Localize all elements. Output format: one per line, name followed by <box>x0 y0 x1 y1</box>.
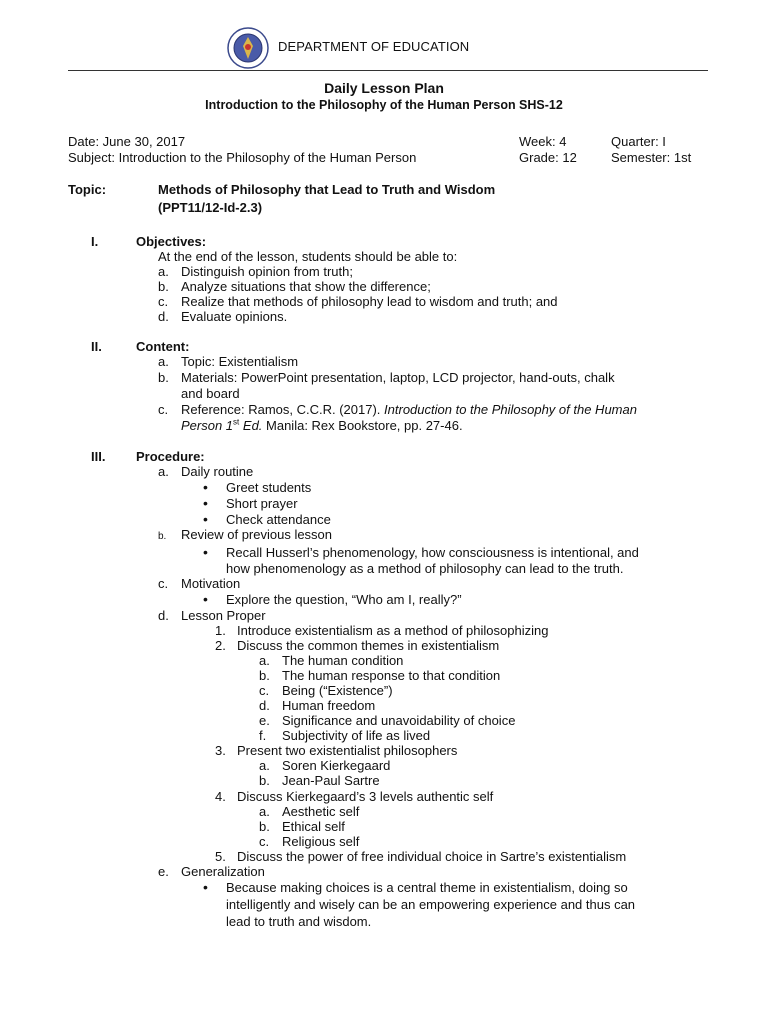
content-heading: Content: <box>136 339 190 354</box>
theme-item: Human freedom <box>282 698 376 713</box>
level-item: Ethical self <box>282 819 345 834</box>
objectives-intro: At the end of the lesson, students should be able to: <box>158 249 458 264</box>
content-materials-cont: and board <box>181 386 240 401</box>
bullet-icon: • <box>203 479 208 495</box>
reference-book-title: Introduction to the Philosophy of the Human <box>384 402 637 417</box>
generalization-item: Because making choices is a central theme in existentialism, doing so <box>226 880 628 895</box>
procedure-generalization: Generalization <box>181 864 265 879</box>
philosopher-item: Soren Kierkegaard <box>282 758 391 773</box>
document-title: Daily Lesson Plan <box>324 80 444 96</box>
generalization-item-cont: lead to truth and wisdom. <box>226 914 372 929</box>
reference-edition: Ed. <box>239 418 263 433</box>
bullet-icon: • <box>203 879 208 895</box>
routine-item: Greet students <box>226 480 312 495</box>
routine-item: Short prayer <box>226 496 298 511</box>
content-reference <box>181 402 637 417</box>
deped-seal-logo <box>227 27 269 69</box>
semester-field: Semester: 1st <box>611 150 692 165</box>
document-subtitle: Introduction to the Philosophy of the Human Person SHS-12 <box>205 98 563 112</box>
lesson-step: Discuss the power of free individual choice in Sartre’s existentialism <box>237 849 627 864</box>
topic-title: Methods of Philosophy that Lead to Truth and Wisdom <box>158 182 496 197</box>
objective-item: Distinguish opinion from truth; <box>181 264 353 279</box>
objective-item: Analyze situations that show the difference; <box>181 279 431 294</box>
grade-field: Grade: 12 <box>519 150 577 165</box>
reference-superscript: st <box>233 417 240 427</box>
review-item-cont: how phenomenology as a method of philosophy can lead to the truth. <box>226 561 624 576</box>
list-marker: b. <box>158 531 167 542</box>
list-marker: b. <box>158 279 169 294</box>
list-marker: 4. <box>215 789 226 804</box>
subject-field: Subject: Introduction to the Philosophy of the Human Person <box>68 150 417 165</box>
list-marker: b. <box>259 819 270 834</box>
list-marker: c. <box>158 402 169 417</box>
list-marker: d. <box>259 698 270 713</box>
list-marker: a. <box>259 804 270 819</box>
list-marker: a. <box>158 264 169 279</box>
lesson-step: Discuss the common themes in existentialism <box>237 638 500 653</box>
procedure-daily-routine: Daily routine <box>181 464 254 479</box>
lesson-step: Discuss Kierkegaard’s 3 levels authentic self <box>237 789 494 804</box>
bullet-icon: • <box>203 511 208 527</box>
section-number: I. <box>91 234 99 249</box>
objective-item: Realize that methods of philosophy lead to wisdom and truth; and <box>181 294 558 309</box>
bullet-icon: • <box>203 591 208 607</box>
level-item: Religious self <box>282 834 360 849</box>
list-marker: f. <box>259 728 267 743</box>
routine-item: Check attendance <box>226 512 331 527</box>
department-name: DEPARTMENT OF EDUCATION <box>278 39 470 54</box>
list-marker: c. <box>259 834 270 849</box>
header-rule <box>68 70 708 71</box>
list-marker: b. <box>259 668 270 683</box>
list-marker: d. <box>158 608 169 623</box>
theme-item: Subjectivity of life as lived <box>282 728 431 743</box>
list-marker: 2. <box>215 638 226 653</box>
list-marker: c. <box>158 576 169 591</box>
topic-code: (PPT11/12-Id-2.3) <box>158 200 263 215</box>
objectives-heading: Objectives: <box>136 234 207 249</box>
theme-item: Significance and unavoidability of choice <box>282 713 516 728</box>
date-field: Date: June 30, 2017 <box>68 134 186 149</box>
list-marker: c. <box>158 294 169 309</box>
section-number: III. <box>91 449 106 464</box>
list-marker: e. <box>158 864 169 879</box>
list-marker: c. <box>259 683 270 698</box>
content-reference-cont <box>181 418 463 433</box>
level-item: Aesthetic self <box>282 804 360 819</box>
section-number: II. <box>91 339 102 354</box>
reference-book-title-cont: Person 1 <box>181 418 234 433</box>
list-marker: 5. <box>215 849 226 864</box>
motivation-item: Explore the question, “Who am I, really?” <box>226 592 462 607</box>
reference-prefix: Reference: Ramos, C.C.R. (2017). <box>181 402 385 417</box>
content-topic: Topic: Existentialism <box>181 354 299 369</box>
bullet-icon: • <box>203 495 208 511</box>
topic-label: Topic: <box>68 182 107 197</box>
procedure-review: Review of previous lesson <box>181 527 333 542</box>
procedure-motivation: Motivation <box>181 576 241 591</box>
procedure-heading: Procedure: <box>136 449 205 464</box>
week-field: Week: 4 <box>519 134 567 149</box>
reference-publisher: Manila: Rex Bookstore, pp. 27-46. <box>262 418 463 433</box>
list-marker: a. <box>158 354 169 369</box>
theme-item: Being (“Existence”) <box>282 683 393 698</box>
philosopher-item: Jean-Paul Sartre <box>282 773 380 788</box>
theme-item: The human response to that condition <box>282 668 501 683</box>
generalization-item-cont: intelligently and wisely can be an empowering experience and thus can <box>226 897 636 912</box>
lesson-step: Present two existentialist philosophers <box>237 743 458 758</box>
content-materials: Materials: PowerPoint presentation, laptop, LCD projector, hand-outs, chalk <box>181 370 615 385</box>
list-marker: d. <box>158 309 169 324</box>
list-marker: 1. <box>215 623 226 638</box>
theme-item: The human condition <box>282 653 404 668</box>
list-marker: b. <box>259 773 270 788</box>
bullet-icon: • <box>203 544 208 560</box>
procedure-lesson-proper: Lesson Proper <box>181 608 266 623</box>
list-marker: a. <box>259 758 270 773</box>
list-marker: a. <box>259 653 270 668</box>
list-marker: a. <box>158 464 169 479</box>
quarter-field: Quarter: I <box>611 134 666 149</box>
lesson-step: Introduce existentialism as a method of philosophizing <box>237 623 549 638</box>
review-item: Recall Husserl’s phenomenology, how consciousness is intentional, and <box>226 545 639 560</box>
list-marker: b. <box>158 370 169 385</box>
objective-item: Evaluate opinions. <box>181 309 288 324</box>
list-marker: 3. <box>215 743 226 758</box>
list-marker: e. <box>259 713 270 728</box>
